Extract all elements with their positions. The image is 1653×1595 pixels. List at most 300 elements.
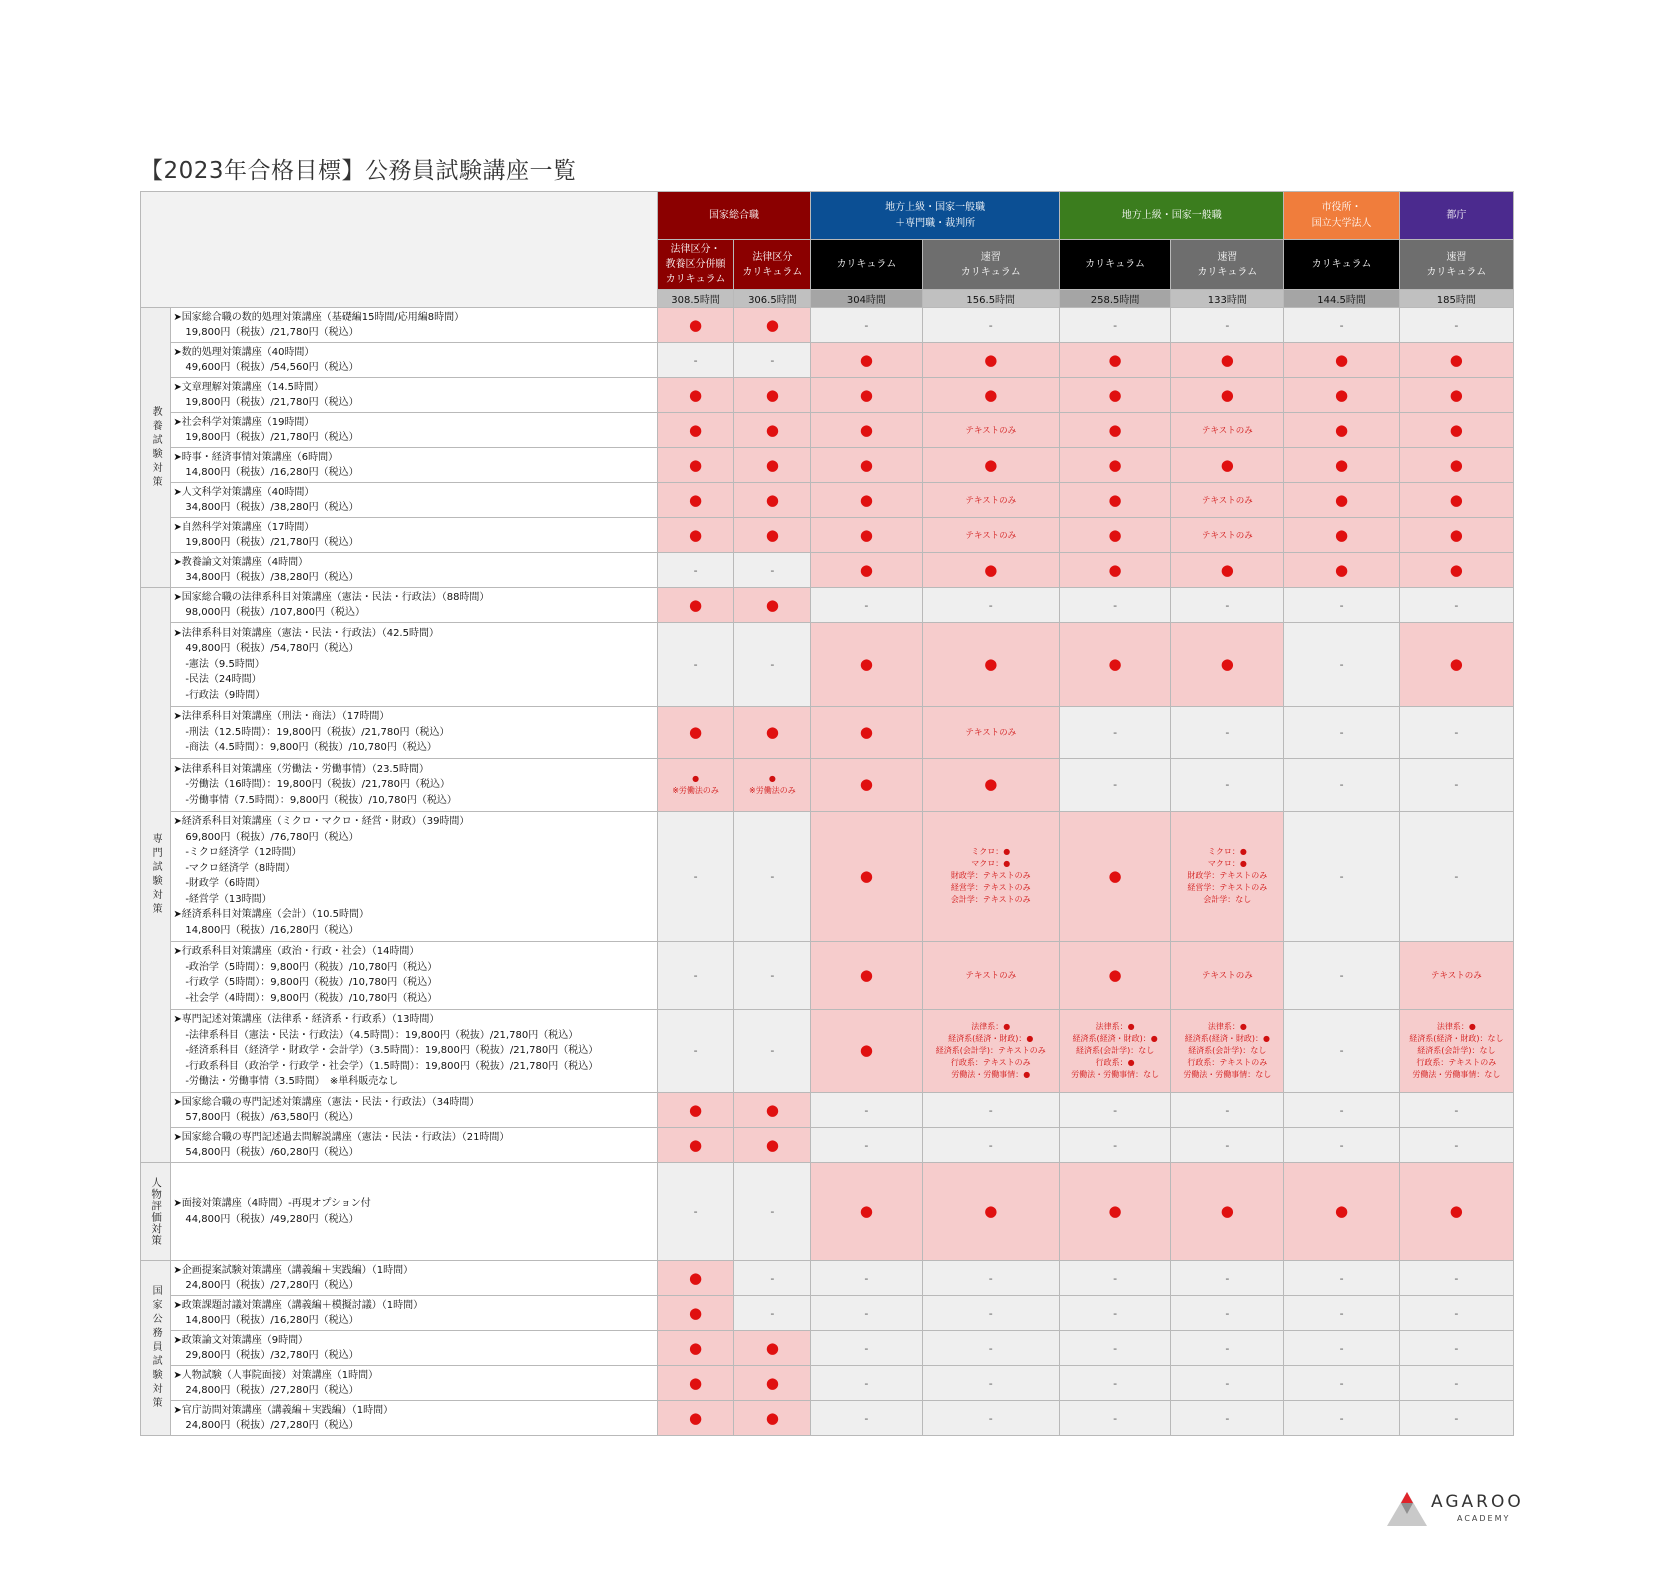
not-included-dash: - xyxy=(1339,318,1344,332)
group-header xyxy=(1060,192,1284,240)
not-included-dash: - xyxy=(1339,1411,1344,1425)
course-line: -民法（24時間） xyxy=(185,674,262,685)
included-cell xyxy=(1060,811,1171,941)
not-included-cell xyxy=(1171,588,1284,623)
course-cell xyxy=(171,1261,657,1296)
not-included-cell xyxy=(1284,759,1399,812)
included-cell xyxy=(734,706,811,759)
included-cell xyxy=(811,759,922,812)
included-dot: ● xyxy=(1220,1202,1234,1220)
not-included-cell xyxy=(1399,759,1513,812)
group-label: 国家総合職 xyxy=(708,209,759,221)
not-included-cell xyxy=(1171,308,1284,343)
not-included-dash: - xyxy=(1225,1103,1230,1117)
course-line: 24,800円（税抜）/27,280円（税込） xyxy=(185,1280,359,1291)
table-row xyxy=(141,588,1514,623)
section-label-text: 国家公務員試験対策 xyxy=(150,1285,162,1411)
text-only-cell xyxy=(922,518,1060,553)
included-cell xyxy=(811,553,922,588)
included-dot: ● xyxy=(1108,455,1122,474)
included-cell xyxy=(922,1163,1060,1261)
text-only-cell xyxy=(1171,413,1284,448)
included-dot: ● xyxy=(1335,490,1349,509)
column-hours: 258.5時間 xyxy=(1060,290,1171,308)
partial-cell xyxy=(1060,1009,1171,1093)
table-row xyxy=(141,1296,1514,1331)
course-cell xyxy=(171,483,657,518)
included-dot: ● xyxy=(984,455,998,474)
not-included-cell xyxy=(1060,1331,1171,1366)
course-line: -労働法・労働事情（3.5時間） ※単科販売なし xyxy=(185,1076,399,1087)
text-only-note: テキストのみ xyxy=(965,728,1017,739)
included-cell xyxy=(657,1296,734,1331)
included-dot: ● xyxy=(1449,490,1463,509)
table-row xyxy=(141,1093,1514,1128)
included-dot: ● xyxy=(984,385,998,404)
not-included-dash: - xyxy=(864,1271,869,1285)
included-dot: ● xyxy=(859,1202,873,1220)
not-included-cell xyxy=(734,343,811,378)
included-cell xyxy=(1284,483,1399,518)
included-dot: ● xyxy=(765,455,779,474)
table-row xyxy=(141,1009,1514,1093)
not-included-cell xyxy=(1171,1128,1284,1163)
section-label-text: 専門試験対策 xyxy=(150,833,162,917)
course-cell xyxy=(171,941,657,1009)
course-table xyxy=(140,191,1514,1436)
partial-note: 法律系：● 経済系(経済・財政)：● 経済系(会計学)：テキストのみ 行政系：テキストのみ 労働法・労働事情：● xyxy=(935,1021,1046,1079)
partial-note: ミクロ：● マクロ：● 財政学：テキストのみ 経営学：テキストのみ 会計学：なし xyxy=(1187,847,1268,904)
included-cell xyxy=(1284,378,1399,413)
course-cell xyxy=(171,308,657,343)
included-cell xyxy=(1060,553,1171,588)
included-dot: ● xyxy=(1449,455,1463,474)
text-only-cell xyxy=(1171,518,1284,553)
not-included-cell xyxy=(1060,1296,1171,1331)
course-line: 34,800円（税抜）/38,280円（税込） xyxy=(185,502,359,513)
not-included-dash: - xyxy=(864,1376,869,1390)
page-title: 【2023年合格目標】公務員試験講座一覧 xyxy=(140,158,577,184)
not-included-cell xyxy=(1284,308,1399,343)
included-dot: ● xyxy=(859,1041,873,1060)
not-included-dash: - xyxy=(1225,318,1230,332)
not-included-cell xyxy=(922,1128,1060,1163)
not-included-cell xyxy=(1060,1093,1171,1128)
section-label xyxy=(141,588,171,1163)
not-included-dash: - xyxy=(693,869,698,883)
included-cell xyxy=(922,378,1060,413)
not-included-dash: - xyxy=(1454,598,1459,612)
included-dot: ● xyxy=(984,1202,998,1220)
not-included-dash: - xyxy=(988,1376,993,1390)
included-dot: ● xyxy=(984,654,998,673)
not-included-dash: - xyxy=(1454,1376,1459,1390)
not-included-cell xyxy=(811,1366,922,1401)
not-included-dash: - xyxy=(1339,968,1344,982)
course-line: -政治学（5時間）：9,800円（税抜）/10,780円（税込） xyxy=(185,961,438,973)
included-dot: ● xyxy=(689,1100,703,1119)
table-row xyxy=(141,413,1514,448)
included-cell xyxy=(1171,343,1284,378)
included-cell xyxy=(1171,1163,1284,1261)
included-cell xyxy=(1284,553,1399,588)
course-line: ➤国家総合職の専門記述過去問解説講座（憲法・民法・行政法）（21時間） xyxy=(173,1131,510,1143)
not-included-cell xyxy=(734,1009,811,1093)
not-included-dash: - xyxy=(1454,1271,1459,1285)
course-line: ➤教養論文対策講座（4時間） xyxy=(173,556,309,568)
included-cell xyxy=(922,448,1060,483)
not-included-dash: - xyxy=(1225,725,1230,739)
course-cell xyxy=(171,413,657,448)
included-cell xyxy=(811,1009,922,1093)
included-cell xyxy=(734,588,811,623)
not-included-cell xyxy=(1399,1261,1513,1296)
course-line: ➤国家総合職の専門記述対策講座（憲法・民法・行政法）（34時間） xyxy=(173,1096,480,1108)
included-cell xyxy=(1399,343,1513,378)
not-included-dash: - xyxy=(693,657,698,671)
not-included-cell xyxy=(1399,706,1513,759)
not-included-cell xyxy=(1399,1401,1513,1436)
included-cell xyxy=(734,1366,811,1401)
not-included-dash: - xyxy=(1113,1341,1118,1355)
not-included-cell xyxy=(1399,1093,1513,1128)
included-cell xyxy=(1060,1163,1171,1261)
included-cell xyxy=(1060,448,1171,483)
not-included-cell xyxy=(922,1331,1060,1366)
not-included-dash: - xyxy=(1113,1103,1118,1117)
course-line: ➤国家総合職の数的処理対策講座（基礎編15時間/応用編8時間） xyxy=(173,311,465,323)
not-included-cell xyxy=(1060,1261,1171,1296)
column-label: 速習 カリキュラム xyxy=(1197,251,1258,278)
included-cell xyxy=(1171,553,1284,588)
included-dot: ● xyxy=(689,722,703,741)
course-cell xyxy=(171,378,657,413)
not-included-cell xyxy=(811,308,922,343)
course-line: 54,800円（税抜）/60,280円（税込） xyxy=(185,1147,359,1158)
text-only-cell xyxy=(922,941,1060,1009)
course-line: ➤数的処理対策講座（40時間） xyxy=(173,346,315,358)
not-included-cell xyxy=(811,588,922,623)
included-dot: ● xyxy=(689,1408,703,1427)
included-cell xyxy=(1399,413,1513,448)
included-cell xyxy=(734,1128,811,1163)
not-included-cell xyxy=(734,1261,811,1296)
section-label-text: 人物評価対策 xyxy=(150,1177,163,1246)
course-cell xyxy=(171,1296,657,1331)
partial-note: ミクロ：● マクロ：● 財政学：テキストのみ 経営学：テキストのみ 会計学：テキストのみ xyxy=(950,847,1031,904)
course-line: ➤官庁訪問対策講座（講義編＋実践編）（1時間） xyxy=(173,1404,394,1416)
not-included-cell xyxy=(922,1401,1060,1436)
included-dot: ● xyxy=(765,525,779,544)
included-dot: ● xyxy=(765,1408,779,1427)
included-dot: ● xyxy=(765,385,779,404)
included-dot: ● xyxy=(689,1135,703,1154)
text-only-note: テキストのみ xyxy=(965,496,1017,506)
included-cell xyxy=(811,811,922,941)
included-dot: ● xyxy=(765,1135,779,1154)
table-row xyxy=(141,448,1514,483)
included-dot: ● xyxy=(1108,490,1122,509)
table-row xyxy=(141,308,1514,343)
included-dot: ● xyxy=(689,385,703,404)
included-cell xyxy=(811,518,922,553)
text-only-note: テキストのみ xyxy=(1201,496,1253,506)
not-included-dash: - xyxy=(1225,1341,1230,1355)
not-included-cell xyxy=(1284,623,1399,707)
table-row xyxy=(141,1128,1514,1163)
included-cell xyxy=(657,1366,734,1401)
not-included-cell xyxy=(657,1163,734,1261)
column-header xyxy=(1284,240,1399,290)
included-dot: ● xyxy=(1335,350,1349,369)
not-included-dash: - xyxy=(1454,1341,1459,1355)
included-cell xyxy=(1060,378,1171,413)
included-dot: ● xyxy=(1449,560,1463,579)
not-included-cell xyxy=(922,1261,1060,1296)
included-cell xyxy=(734,308,811,343)
course-line: -労働法（16時間）：19,800円（税抜）/21,780円（税込） xyxy=(185,779,451,790)
not-included-dash: - xyxy=(770,1271,775,1285)
not-included-dash: - xyxy=(1225,1306,1230,1320)
table-row xyxy=(141,378,1514,413)
column-label: カリキュラム xyxy=(1311,259,1372,270)
table-row xyxy=(141,553,1514,588)
not-included-cell xyxy=(657,553,734,588)
not-included-cell xyxy=(734,623,811,707)
group-header xyxy=(1399,192,1513,240)
included-dot: ● xyxy=(1220,560,1234,579)
included-cell xyxy=(1399,483,1513,518)
course-line: -経営学（13時間） xyxy=(185,893,272,905)
included-dot: ● xyxy=(689,1373,703,1392)
course-line: ➤政策課題討議対策講座（講義編＋模擬討議）（1時間） xyxy=(173,1299,424,1311)
not-included-cell xyxy=(1399,308,1513,343)
not-included-dash: - xyxy=(1454,1138,1459,1152)
included-dot: ● xyxy=(765,1338,779,1357)
included-cell xyxy=(1171,378,1284,413)
not-included-dash: - xyxy=(1339,1341,1344,1355)
course-line: 14,800円（税抜）/16,280円（税込） xyxy=(185,467,359,478)
included-cell xyxy=(1284,518,1399,553)
course-line: ➤国家総合職の法律系科目対策講座（憲法・民法・行政法）（88時間） xyxy=(173,591,490,603)
course-cell xyxy=(171,1128,657,1163)
included-cell xyxy=(657,1128,734,1163)
not-included-dash: - xyxy=(693,563,698,577)
not-included-cell xyxy=(657,811,734,941)
included-cell xyxy=(922,553,1060,588)
included-dot: ● xyxy=(765,315,779,334)
not-included-dash: - xyxy=(1339,869,1344,883)
included-cell xyxy=(811,448,922,483)
included-cell xyxy=(811,378,922,413)
included-dot: ● xyxy=(689,1268,703,1287)
included-cell xyxy=(1399,518,1513,553)
not-included-dash: - xyxy=(1454,778,1459,792)
not-included-dash: - xyxy=(770,353,775,367)
group-label: 都庁 xyxy=(1446,209,1467,221)
included-cell xyxy=(1284,413,1399,448)
not-included-dash: - xyxy=(770,563,775,577)
included-cell xyxy=(922,759,1060,812)
table-row xyxy=(141,483,1514,518)
included-cell xyxy=(811,1163,922,1261)
not-included-dash: - xyxy=(1225,1271,1230,1285)
included-dot: ● xyxy=(1108,525,1122,544)
group-label: 市役所・ 国立大学法人 xyxy=(1311,201,1372,229)
not-included-cell xyxy=(811,1128,922,1163)
included-dot: ● xyxy=(859,722,873,741)
not-included-dash: - xyxy=(1454,1103,1459,1117)
included-dot: ● xyxy=(1335,455,1349,474)
included-cell xyxy=(657,1401,734,1436)
included-dot: ● xyxy=(1108,866,1122,885)
text-only-cell xyxy=(922,706,1060,759)
logo-name: AGAROO xyxy=(1431,1492,1524,1512)
not-included-cell xyxy=(1399,588,1513,623)
column-label: 法律区分 カリキュラム xyxy=(742,251,803,278)
included-dot: ● xyxy=(1449,420,1463,439)
column-label: 法律区分・ 教養区分併願 カリキュラム xyxy=(665,244,726,285)
course-line: ➤政策論文対策講座（9時間） xyxy=(173,1334,309,1346)
included-cell xyxy=(811,941,922,1009)
column-label: カリキュラム xyxy=(836,259,897,270)
not-included-dash: - xyxy=(770,1306,775,1320)
included-cell xyxy=(657,483,734,518)
course-line: -社会学（4時間）：9,800円（税抜）/10,780円（税込） xyxy=(185,992,438,1004)
course-line: 19,800円（税抜）/21,780円（税込） xyxy=(185,432,359,443)
included-dot: ● xyxy=(859,775,873,794)
course-line: -労働事情（7.5時間）：9,800円（税抜）/10,780円（税込） xyxy=(185,794,457,806)
table-row xyxy=(141,1401,1514,1436)
included-dot: ● xyxy=(1108,560,1122,579)
not-included-cell xyxy=(1399,1366,1513,1401)
column-hours: 144.5時間 xyxy=(1284,290,1399,308)
course-line: ➤文章理解対策講座（14.5時間） xyxy=(173,381,324,393)
not-included-dash: - xyxy=(1339,1306,1344,1320)
not-included-dash: - xyxy=(1339,778,1344,792)
course-cell xyxy=(171,1163,657,1261)
agaroo-logo xyxy=(1387,1492,1524,1534)
included-cell xyxy=(734,518,811,553)
not-included-dash: - xyxy=(864,1341,869,1355)
included-dot: ● xyxy=(859,560,873,579)
course-line: 14,800円（税抜）/16,280円（税込） xyxy=(185,924,359,936)
not-included-cell xyxy=(1284,1128,1399,1163)
not-included-dash: - xyxy=(1225,778,1230,792)
not-included-cell xyxy=(1284,941,1399,1009)
not-included-cell xyxy=(1284,1401,1399,1436)
course-line: -法律系科目（憲法・民法・行政法）（4.5時間）：19,800円（税抜）/21,780円（税込） xyxy=(185,1029,579,1041)
not-included-dash: - xyxy=(988,1271,993,1285)
included-cell xyxy=(657,588,734,623)
course-line: 29,800円（税抜）/32,780円（税込） xyxy=(185,1350,359,1361)
included-dot: ● xyxy=(859,455,873,474)
course-line: ➤自然科学対策講座（17時間） xyxy=(173,521,315,533)
not-included-cell xyxy=(811,1401,922,1436)
included-dot: ● xyxy=(689,1338,703,1357)
course-line: -財政学（6時間） xyxy=(185,878,266,889)
column-header xyxy=(1399,240,1513,290)
course-line: -経済系科目（経済学・財政学・会計学）（3.5時間）：19,800円（税抜）/21,780円（税込） xyxy=(185,1045,599,1056)
included-dot: ● xyxy=(1335,420,1349,439)
course-line: 14,800円（税抜）/16,280円（税込） xyxy=(185,1315,359,1326)
not-included-dash: - xyxy=(770,657,775,671)
course-line: -刑法（12.5時間）：19,800円（税抜）/21,780円（税込） xyxy=(185,726,450,738)
course-line: -行政学（5時間）：9,800円（税抜）/10,780円（税込） xyxy=(185,977,438,988)
section-label-text: 教養試験対策 xyxy=(150,405,162,490)
included-cell xyxy=(1399,378,1513,413)
not-included-dash: - xyxy=(1339,1138,1344,1152)
included-dot: ● xyxy=(765,490,779,509)
not-included-cell xyxy=(1060,706,1171,759)
not-included-cell xyxy=(734,811,811,941)
not-included-cell xyxy=(811,1331,922,1366)
course-cell xyxy=(171,588,657,623)
not-included-cell xyxy=(1284,811,1399,941)
included-cell xyxy=(734,413,811,448)
included-dot: ● xyxy=(984,560,998,579)
text-only-note: テキストのみ xyxy=(965,971,1017,981)
not-included-cell xyxy=(922,1093,1060,1128)
text-only-note: テキストのみ xyxy=(965,426,1017,436)
not-included-cell xyxy=(1060,1401,1171,1436)
included-dot: ● xyxy=(689,490,703,509)
not-included-dash: - xyxy=(1225,1411,1230,1425)
section-label xyxy=(141,308,171,588)
not-included-cell xyxy=(734,941,811,1009)
not-included-cell xyxy=(1284,1261,1399,1296)
text-only-note: テキストのみ xyxy=(1430,971,1482,981)
included-cell xyxy=(657,378,734,413)
column-hours: 156.5時間 xyxy=(922,290,1060,308)
included-dot: ● xyxy=(859,420,873,439)
text-only-cell xyxy=(1171,941,1284,1009)
not-included-dash: - xyxy=(1225,1138,1230,1152)
not-included-dash: - xyxy=(1339,1103,1344,1117)
included-cell xyxy=(1171,623,1284,707)
not-included-dash: - xyxy=(1454,318,1459,332)
not-included-cell xyxy=(1171,706,1284,759)
text-only-cell xyxy=(1171,483,1284,518)
course-line: ➤経済系科目対策講座（会計）（10.5時間） xyxy=(173,909,369,920)
not-included-cell xyxy=(1284,1009,1399,1093)
not-included-dash: - xyxy=(1113,725,1118,739)
text-only-note: テキストのみ xyxy=(1201,531,1253,541)
not-included-dash: - xyxy=(864,318,869,332)
not-included-dash: - xyxy=(988,1411,993,1425)
partial-note: ● ※労働法のみ xyxy=(749,773,796,795)
course-line: 24,800円（税抜）/27,280円（税込） xyxy=(185,1420,359,1431)
included-dot: ● xyxy=(859,866,873,885)
column-header xyxy=(811,240,922,290)
included-dot: ● xyxy=(1108,654,1122,673)
not-included-dash: - xyxy=(1454,869,1459,883)
included-cell xyxy=(1284,1163,1399,1261)
included-dot: ● xyxy=(859,385,873,404)
included-cell xyxy=(1399,448,1513,483)
not-included-dash: - xyxy=(770,1205,775,1218)
course-cell xyxy=(171,518,657,553)
course-line: ➤社会科学対策講座（19時間） xyxy=(173,416,315,428)
not-included-cell xyxy=(922,308,1060,343)
included-cell xyxy=(734,1093,811,1128)
column-label: 速習 カリキュラム xyxy=(1426,251,1487,278)
included-dot: ● xyxy=(1108,385,1122,404)
not-included-cell xyxy=(1284,1093,1399,1128)
course-line: 49,800円（税抜）/54,780円（税込） xyxy=(185,643,359,654)
not-included-dash: - xyxy=(1113,1271,1118,1285)
course-cell xyxy=(171,448,657,483)
